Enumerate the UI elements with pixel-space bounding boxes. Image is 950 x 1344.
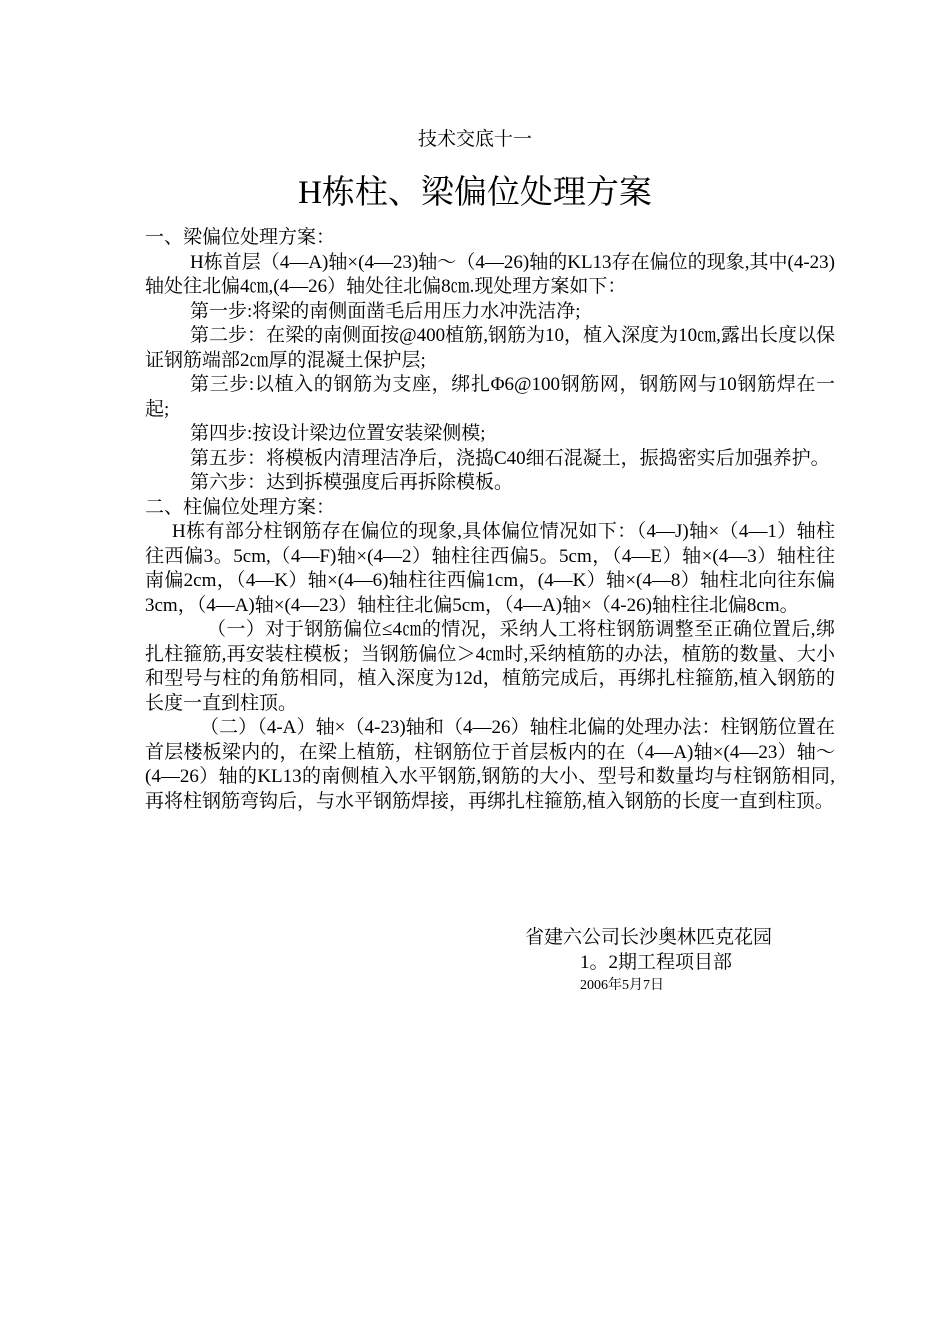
section-heading-beam: 一、梁偏位处理方案： (145, 227, 336, 248)
paragraph: H栋有部分柱钢筋存在偏位的现象,具体偏位情况如下：（4—J)轴×（4—1）轴柱往西偏3。5cm,（4—F)轴×(4—2）轴柱往西偏5。5cm，（4—E）轴×(4—3）轴柱往南偏2cm，（4—K）轴×(4—6)轴柱往西偏1cm，(4—K）轴×(4—8）轴柱北向往东偏3cm，（4—A)轴×(4—23）轴柱往北偏5cm，（4—A)轴×（4-26)轴柱往北偏8cm。 (145, 521, 835, 616)
paragraph: H栋首层（4—A)轴×(4—23)轴～（4—26)轴的KL13存在偏位的现象,其中(4-23)轴处往北偏4㎝,(4—26）轴处往北偏8㎝.现处理方案如下： (145, 251, 835, 297)
paragraph: （一）对于钢筋偏位≤4㎝的情况，采纳人工将柱钢筋调整至正确位置后,绑扎柱箍筋,再安装柱模板；当钢筋偏位＞4㎝时,采纳植筋的办法，植筋的数量、大小和型号与柱的角筋相同，植入深度为12d，植筋完成后，再绑扎柱箍筋,植入钢筋的长度一直到柱顶。 (145, 619, 835, 714)
signature-company: 省建六公司长沙奥林匹克花园 (525, 927, 773, 948)
step-3: 第三步:以植入的钢筋为支座，绑扎Φ6@100钢筋网，钢筋网与10钢筋焊在一起; (145, 374, 835, 420)
step-4: 第四步:按设计梁边位置安装梁侧模; (190, 423, 486, 444)
signature-department: 1。2期工程项目部 (580, 952, 733, 973)
section-heading-column: 二、柱偏位处理方案： (145, 496, 336, 518)
step-2: 第二步：在梁的南侧面按@400植筋,钢筋为10，植入深度为10㎝,露出长度以保证钢筋端部2㎝厚的混凝土保护层; (145, 325, 835, 371)
signature-date: 2006年5月7日 (580, 978, 664, 993)
step-5: 第五步：将模板内清理洁净后，浇捣C40细石混凝土，振捣密实后加强养护。 (190, 447, 830, 469)
step-1: 第一步:将梁的南侧面凿毛后用压力水冲洗洁净; (190, 300, 581, 322)
step-6: 第六步：达到拆模强度后再拆除模板。 (190, 472, 514, 493)
document-body (145, 226, 835, 814)
document-subtitle: 技术交底十一 (417, 128, 532, 150)
paragraph: （二）（4-A）轴×（4-23)轴和（4—26）轴柱北偏的处理办法：柱钢筋位置在首层楼板梁内的，在梁上植筋，柱钢筋位于首层板内的在（4—A)轴×(4—23）轴～(4—26）轴的KL13的南侧植入水平钢筋,钢筋的大小、型号和数量均与柱钢筋相同,再将柱钢筋弯钩后，与水平钢筋焊接，再绑扎柱箍筋,植入钢筋的长度一直到柱顶。 (145, 717, 835, 812)
document-title: H栋柱、梁偏位处理方案 (298, 175, 652, 211)
